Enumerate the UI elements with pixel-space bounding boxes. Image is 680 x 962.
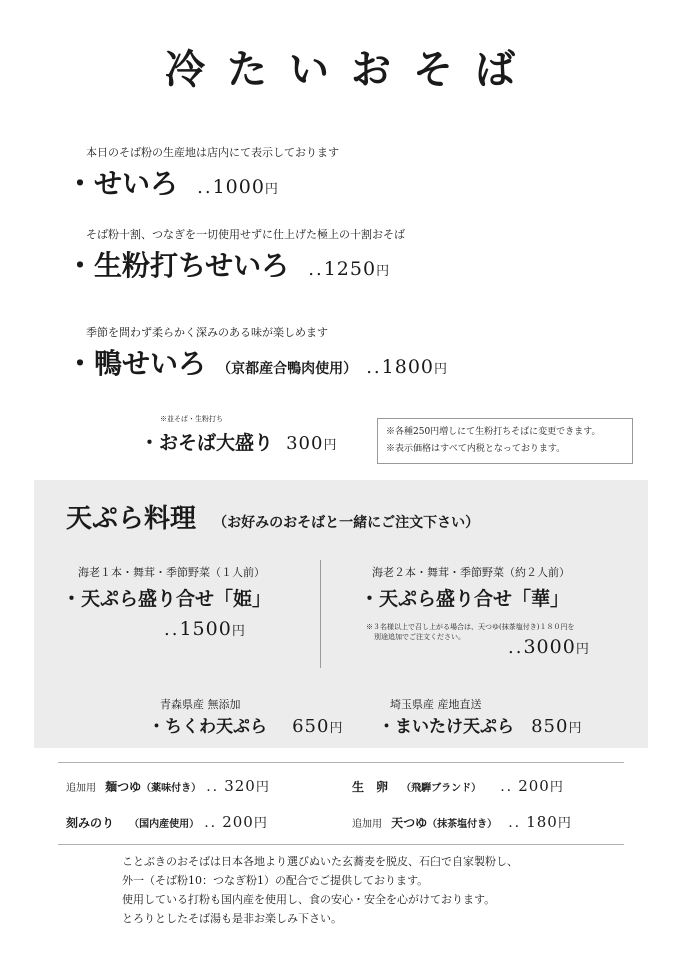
note-line: ※各種250円増しにて生粉打ちそばに変更できます。 [386,427,601,437]
footer-line: ことぶきのおそばは日本各地より選びぬいた玄蕎麦を脱皮、石臼で自家製粉し、 [122,855,518,868]
menu-item-maitake [378,712,581,737]
item-name: ・天ぷら盛り合せ「華」 [360,588,570,610]
footer-line: とろりとしたそば湯も是非お楽しみ下さい。 [122,912,342,925]
item-price: 850円 [531,716,582,737]
menu-item-oomori [140,428,336,455]
oomori-note: ※並そば・生粉打ち [160,415,223,423]
footer-line: 外一（そば粉10：つなぎ粉1）の配合でご提供しております。 [122,874,429,887]
extra-item-kizaminori: 刻みのり （国内産使用） .. 200円 [66,813,267,831]
item-name: ・生粉打ちせいろ [66,249,290,282]
item-name: ・天ぷら盛り合せ「姫」 [62,588,272,610]
divider-bottom [58,844,624,845]
item-price: 650円 [292,716,343,737]
column-divider [320,560,321,668]
item-name: ・まいたけ天ぷら [378,717,514,737]
item-description: そば粉十割、つなぎを一切使用せずに仕上げた極上の十割おそば [86,228,405,241]
extra-item-tentsuyu: 追加用 天つゆ（抹茶塩付き） .. 180円 [352,813,571,831]
item-name: ・おそば大盛り [140,432,274,454]
item-name: ・ちくわ天ぷら [148,717,267,737]
hana-note: ※３名様以上で召し上がる場合は、天つゆ(抹茶塩付き)１８０円を 別途追加でご注文ください。 [366,623,575,641]
item-price: ..3000円 [508,636,589,658]
tempura-subtitle: （お好みのおそばと一緒にご注文下さい） [213,515,480,531]
item-description: 本日のそば粉の生産地は店内にて表示しております [86,146,339,159]
tempura-title: 天ぷら料理 [66,504,197,534]
item-description: 青森県産 無添加 [160,698,241,711]
item-price: 300円 [286,433,337,454]
menu-item-seiro [66,162,278,202]
item-price: ..1000円 [197,176,278,198]
item-description: 海老１本・舞茸・季節野菜（１人前） [78,566,265,579]
item-price: ..1500円 [164,618,245,640]
item-price: ..1800円 [366,356,448,378]
item-name: ・せいろ [66,167,179,200]
item-description: 埼玉県産 産地直送 [390,698,482,711]
divider-top [58,762,624,763]
notes-box [377,418,633,464]
item-subtitle: （京都産合鴨肉使用） [217,361,358,377]
note-line: ※表示価格はすべて内税となっております。 [386,444,566,454]
extra-item-mentsuyu: 追加用 麺つゆ（薬味付き） .. 320円 [66,777,269,795]
item-description: 季節を問わず柔らかく深みのある味が楽しめます [86,326,328,339]
menu-item-chikuwa [148,712,342,737]
page-title: 冷たいおそば [165,46,537,93]
item-price: ..1250円 [308,258,390,280]
tempura-header [66,498,479,535]
item-name: ・鴨せいろ [66,347,207,380]
item-description: 海老２本・舞茸・季節野菜（約２人前） [372,566,570,579]
extra-item-tamago: 生 卵 （飛騨ブランド） .. 200円 [352,777,563,795]
footer-line: 使用している打粉も国内産を使用し、食の安心・安全を心がけております。 [122,893,496,906]
menu-item-kamo-seiro [66,342,447,382]
menu-item-kikiuchi-seiro [66,244,389,284]
footer-text [122,852,518,928]
